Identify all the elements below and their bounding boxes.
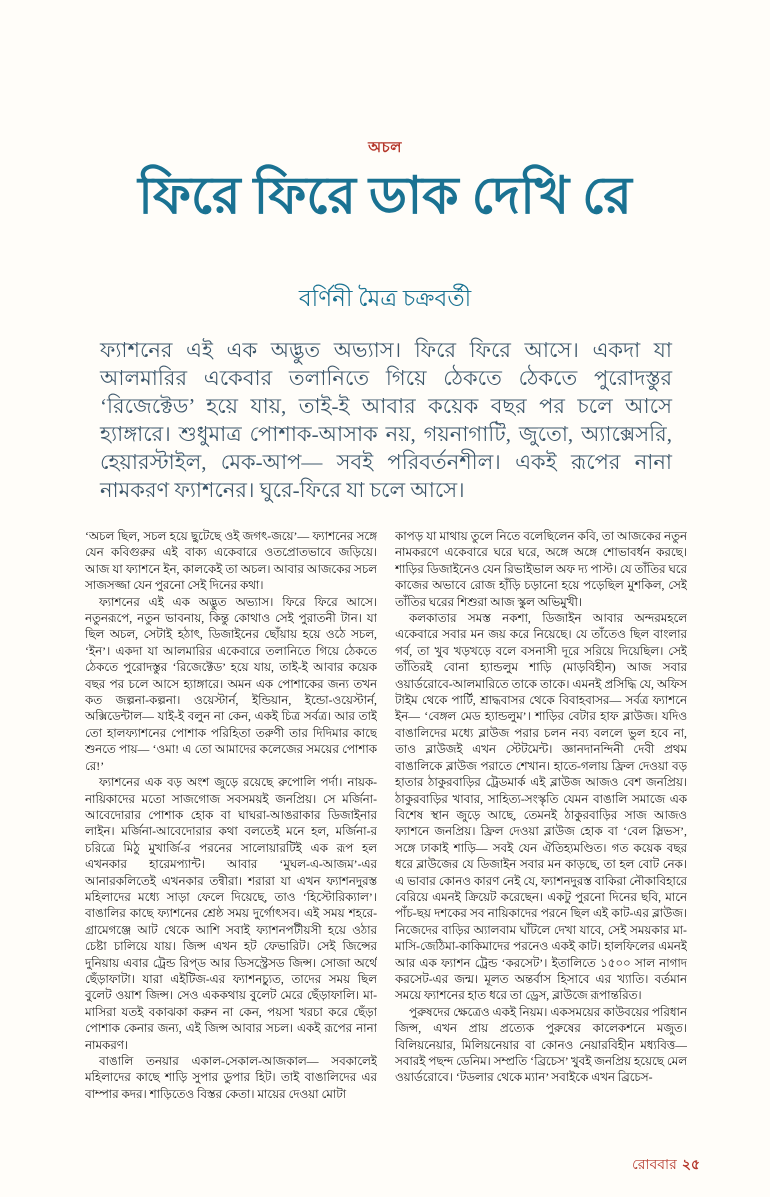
left-column bbox=[85, 528, 377, 1160]
magazine-name: রোববার bbox=[632, 1158, 677, 1173]
article-paragraph: কলকাতার সমস্ত নকশা, ডিজাইন আবার অন্দরমহলে একেবারে সবার মন জয় করে নিয়েছে। যে তাঁতেও ছিল বাংলার গর্ব, তা খুব খড়খড়ে বলে বসনাসী দূরে সরিয়ে দিয়েছিল। সেই তাঁতিরই বোনা হ্যান্ডলুম শাড়ি (মাড়বিহীন) আজ সবার ওয়ার্ডরোবে-আলমারিতে তাকে তাকে। এমনই প্রসিদ্ধি যে, অফিস টাইম থেকে পার্টি, শ্রাদ্ধবাসর থেকে বিবাহবাসর— সর্বত্র ফ্যাশনে ইন— ‘বেঙ্গল মেড হ্যান্ডলুম’। শাড়ির বেটার হাফ ব্লাউজ। যদিও বাঙালিদের মধ্যে ব্লাউজ পরার চলন নব্য বললে ভুল হবে না, তাও ব্লাউজই এখন স্টেটমেন্ট। জ্ঞানদানন্দিনী দেবী প্রথম বাঙালিকে ব্লাউজ পরাতে শেখান। হাতে-গলায় ফ্রিল দেওয়া বড় হাতার ঠাকুরবাড়ির ট্রেডমার্ক এই ব্লাউজ আজও বেশ জনপ্রিয়। ঠাকুরবাড়ির খাবার, সাহিত্য-সংস্কৃতি যেমন বাঙালি সমাজে এক বিশেষ স্থান জুড়ে আছে, তেমনই ঠাকুরবাড়ির সাজ আজও ফ্যাশনে জনপ্রিয়। ফ্রিল দেওয়া ব্লাউজ হোক বা ‘বেল স্লিভস’, সঙ্গে ঢাকাই শাড়ি— সবই যেন ঐতিহ্যমণ্ডিত। গত কয়েক বছর ধরে ব্লাউজের যে ডিজাইন সবার মন কাড়ছে, তা হল বোট নেক। এ ভাবার কোনও কারণ নেই যে, ফ্যাশনদুরস্ত বাকিরা নৌকাবিহারে বেরিয়ে এমনই ক্রিয়েট করেছেন। একটু পুরনো দিনের ছবি, মানে পাঁচ-ছয় দশকের সব নায়িকাদের পরনে ছিল এই কাট-এর ব্লাউজ। নিজেদের বাড়ির অ্যালবাম ঘাঁটলে দেখা যাবে, সেই সময়কার মা-মাসি-জেঠিমা-কাকিমাদের পরনেও একই কাট। হালফিলের এমনই আর এক ফ্যাশন ট্রেন্ড ‘করসেট’। ইতালিতে ১৫০০ সাল নাগাদ করসেট-এর জন্ম। মূলত অন্তর্বাস হিসাবে এর খ্যাতি। বর্তমান সময়ে ফ্যাশনের হাত ধরে তা ড্রেস, ব্লাউজে রূপান্তরিত। bbox=[395, 611, 687, 1003]
page-number: ২৫ bbox=[681, 1158, 700, 1173]
article-paragraph: ফ্যাশনের এক বড় অংশ জুড়ে রয়েছে রুপোলি পর্দা। নায়ক-নায়িকাদের মতো সাজগোজ সবসময়ই জনপ্রিয়। সে মর্জিনা-আবেদোরার পোশাক হোক বা ঘাঘরা-আঙরাকার ডিজাইনার লাইন। মর্জিনা-আবেদোরার কথা বলতেই মনে হল, মর্জিনা-র চরিত্রে মিঠু মুখার্জি-র পরনের সালোয়ারটিই এক রূপ হল এখনকার হারেমপ্যান্ট। আবার ‘মুঘল-এ-আজম’-এর আনারকলিতেই এখনকার তন্বীরা। শরারা যা এখন ফ্যাশনদুরস্ত মহিলাদের মধ্যে সাড়া ফেলে দিয়েছে, তাও ‘হিস্টোরিক্যাল’। বাঙালির কাছে ফ্যাশনের শ্রেষ্ঠ সময় দুর্গোৎসব। এই সময় শহরে-গ্রামেগঞ্জে আট থেকে আশি সবাই ফ্যাশনপটীয়সী হয়ে ওঠার চেষ্টা চালিয়ে যায়। জিন্স এখন হট ফেভারিট। সেই জিন্সের দুনিয়ায় এবার ট্রেন্ড রিপ্ড আর ডিসস্ট্রেসড জিন্স। সোজা অর্থে ছেঁড়াফাটা। যারা এইটিজ-এর ফ্যাশনচ্যুত, তাদের সময় ছিল বুলেট ওয়াশ জিন্স। সেও এককথায় বুলেট মেরে ছেঁড়াফালি। মা-মাসিরা যতই বকাঝকা করুন না কেন, পয়সা খরচা করে ছেঁড়া পোশাক কেনার জন্য, এই জিন্স আবার সচল। একই রূপের নানা নামকরণ। bbox=[85, 775, 377, 1052]
right-column bbox=[395, 528, 687, 1160]
article-paragraph: ‘অচল ছিল, সচল হয়ে ছুটেছে ওই জগৎ-জয়ে’— ফ্যাশনের সঙ্গে যেন কবিগুরুর এই বাক্য একেবারে ওতপ্রোতভাবে জড়িয়ে। আজ যা ফ্যাশনে ইন, কালকেই তা অচল। আবার আজকের সচল সাজসজ্জা যেন পুরনো সেই দিনের কথা। bbox=[85, 529, 377, 593]
article-paragraph: কাপড় যা মাথায় তুলে নিতে বলেছিলেন কবি, তা আজকের নতুন নামকরণে একেবারে ঘরে ঘরে, অঙ্গে অঙ্গে শোভাবর্ধন করছে। শাড়ির ডিজাইনেও যেন রিভাইভাল অফ দ্য পাস্ট। যে তাঁতির ঘরে কাজের অভাবে রোজ হাঁড়ি চড়ানো হয়ে পড়েছিল মুশকিল, সেই তাঁতির ঘরের শিশুরা আজ স্কুল অভিমুখী। bbox=[395, 529, 687, 609]
author-byline: বর্ণিনী মৈত্র চক্রবর্তী bbox=[298, 286, 472, 311]
lead-paragraph: ফ্যাশনের এই এক অদ্ভুত অভ্যাস। ফিরে ফিরে আসে। একদা যা আলমারির একেবার তলানিতে গিয়ে ঠেকতে ঠেকতে পুরোদস্তুর ‘রিজেক্টেড’ হয়ে যায়, তাই-ই আবার কয়েক বছর পর চলে আসে হ্যাঙ্গারে। শুধুমাত্র পোশাক-আসাক নয়, গয়নাগাটি, জুতো, অ্যাক্সেসরি, হেয়ারস্টাইল, মেক-আপ— সবই পরিবর্তনশীল। একই রূপের নানা নামকরণ ফ্যাশনের। ঘুরে-ফিরে যা চলে আসে। bbox=[100, 338, 672, 502]
article-paragraph: ফ্যাশনের এই এক অদ্ভুত অভ্যাস। ফিরে ফিরে আসে। নতুনরূপে, নতুন ভাবনায়, কিন্তু কোথাও সেই পুরাতনী টান। যা ছিল অচল, সেটাই হঠাৎ, ডিজাইনের ছোঁয়ায় হয়ে ওঠে সচল, ‘ইন’। একদা যা আলমারির একেবারে তলানিতে গিয়ে ঠেকতে ঠেকতে পুরোদস্তুর ‘রিজেক্টেড’ হয়ে যায়, তাই-ই আবার কয়েক বছর পর চলে আসে হ্যাঙ্গারে। অমন এক পোশাকের জন্য তখন কত জল্পনা-কল্পনা। ওয়েস্টার্ন, ইন্ডিয়ান, ইন্ডো-ওয়েস্টার্ন, অক্সিডেন্টাল— যাই-ই বলুন না কেন, একই চিত্র সর্বত্র। আর তাই তো হালফ্যাশনের পোশাক পরিহিতা তরুণী তার দিদিমার কাছে শুনতে পায়— ‘ওমা! এ তো আমাদের কলেজের সময়ের পোশাক রে!’ bbox=[85, 594, 377, 773]
article-paragraph: পুরুষদের ক্ষেত্রেও একই নিয়ম। একসময়ের কাউবয়ের পরিধান জিন্স, এখন প্রায় প্রত্যেক পুরুষের কালেকশনে মজুত। বিলিয়নেয়ার, মিলিয়নেয়ার বা কোনও নেয়ারবিহীন মধ্যবিত্ত— সবারই পছন্দ ডেনিম। সম্প্রতি ‘ব্রিচেস’ খুবই জনপ্রিয় হয়েছে মেল ওয়ার্ডরোবে। ‘টডলার থেকে ম্যান’ সবাইকে এখন ব্রিচেস- bbox=[395, 1004, 687, 1085]
article-headline: ফিরে ফিরে ডাক দেখি রে bbox=[138, 168, 632, 225]
page-footer bbox=[632, 1153, 700, 1177]
article-paragraph: বাঙালি তনয়ার একাল-সেকাল-আজকাল— সবকালেই মহিলাদের কাছে শাড়ি সুপার ডুপার হিট। তাই বাঙালিদের এর বাম্পার কদর। শাড়িতেও বিস্তর কেতা। মায়ের দেওয়া মোটা bbox=[85, 1054, 377, 1101]
section-kicker: অচল bbox=[368, 140, 402, 156]
article-body bbox=[85, 528, 687, 1160]
